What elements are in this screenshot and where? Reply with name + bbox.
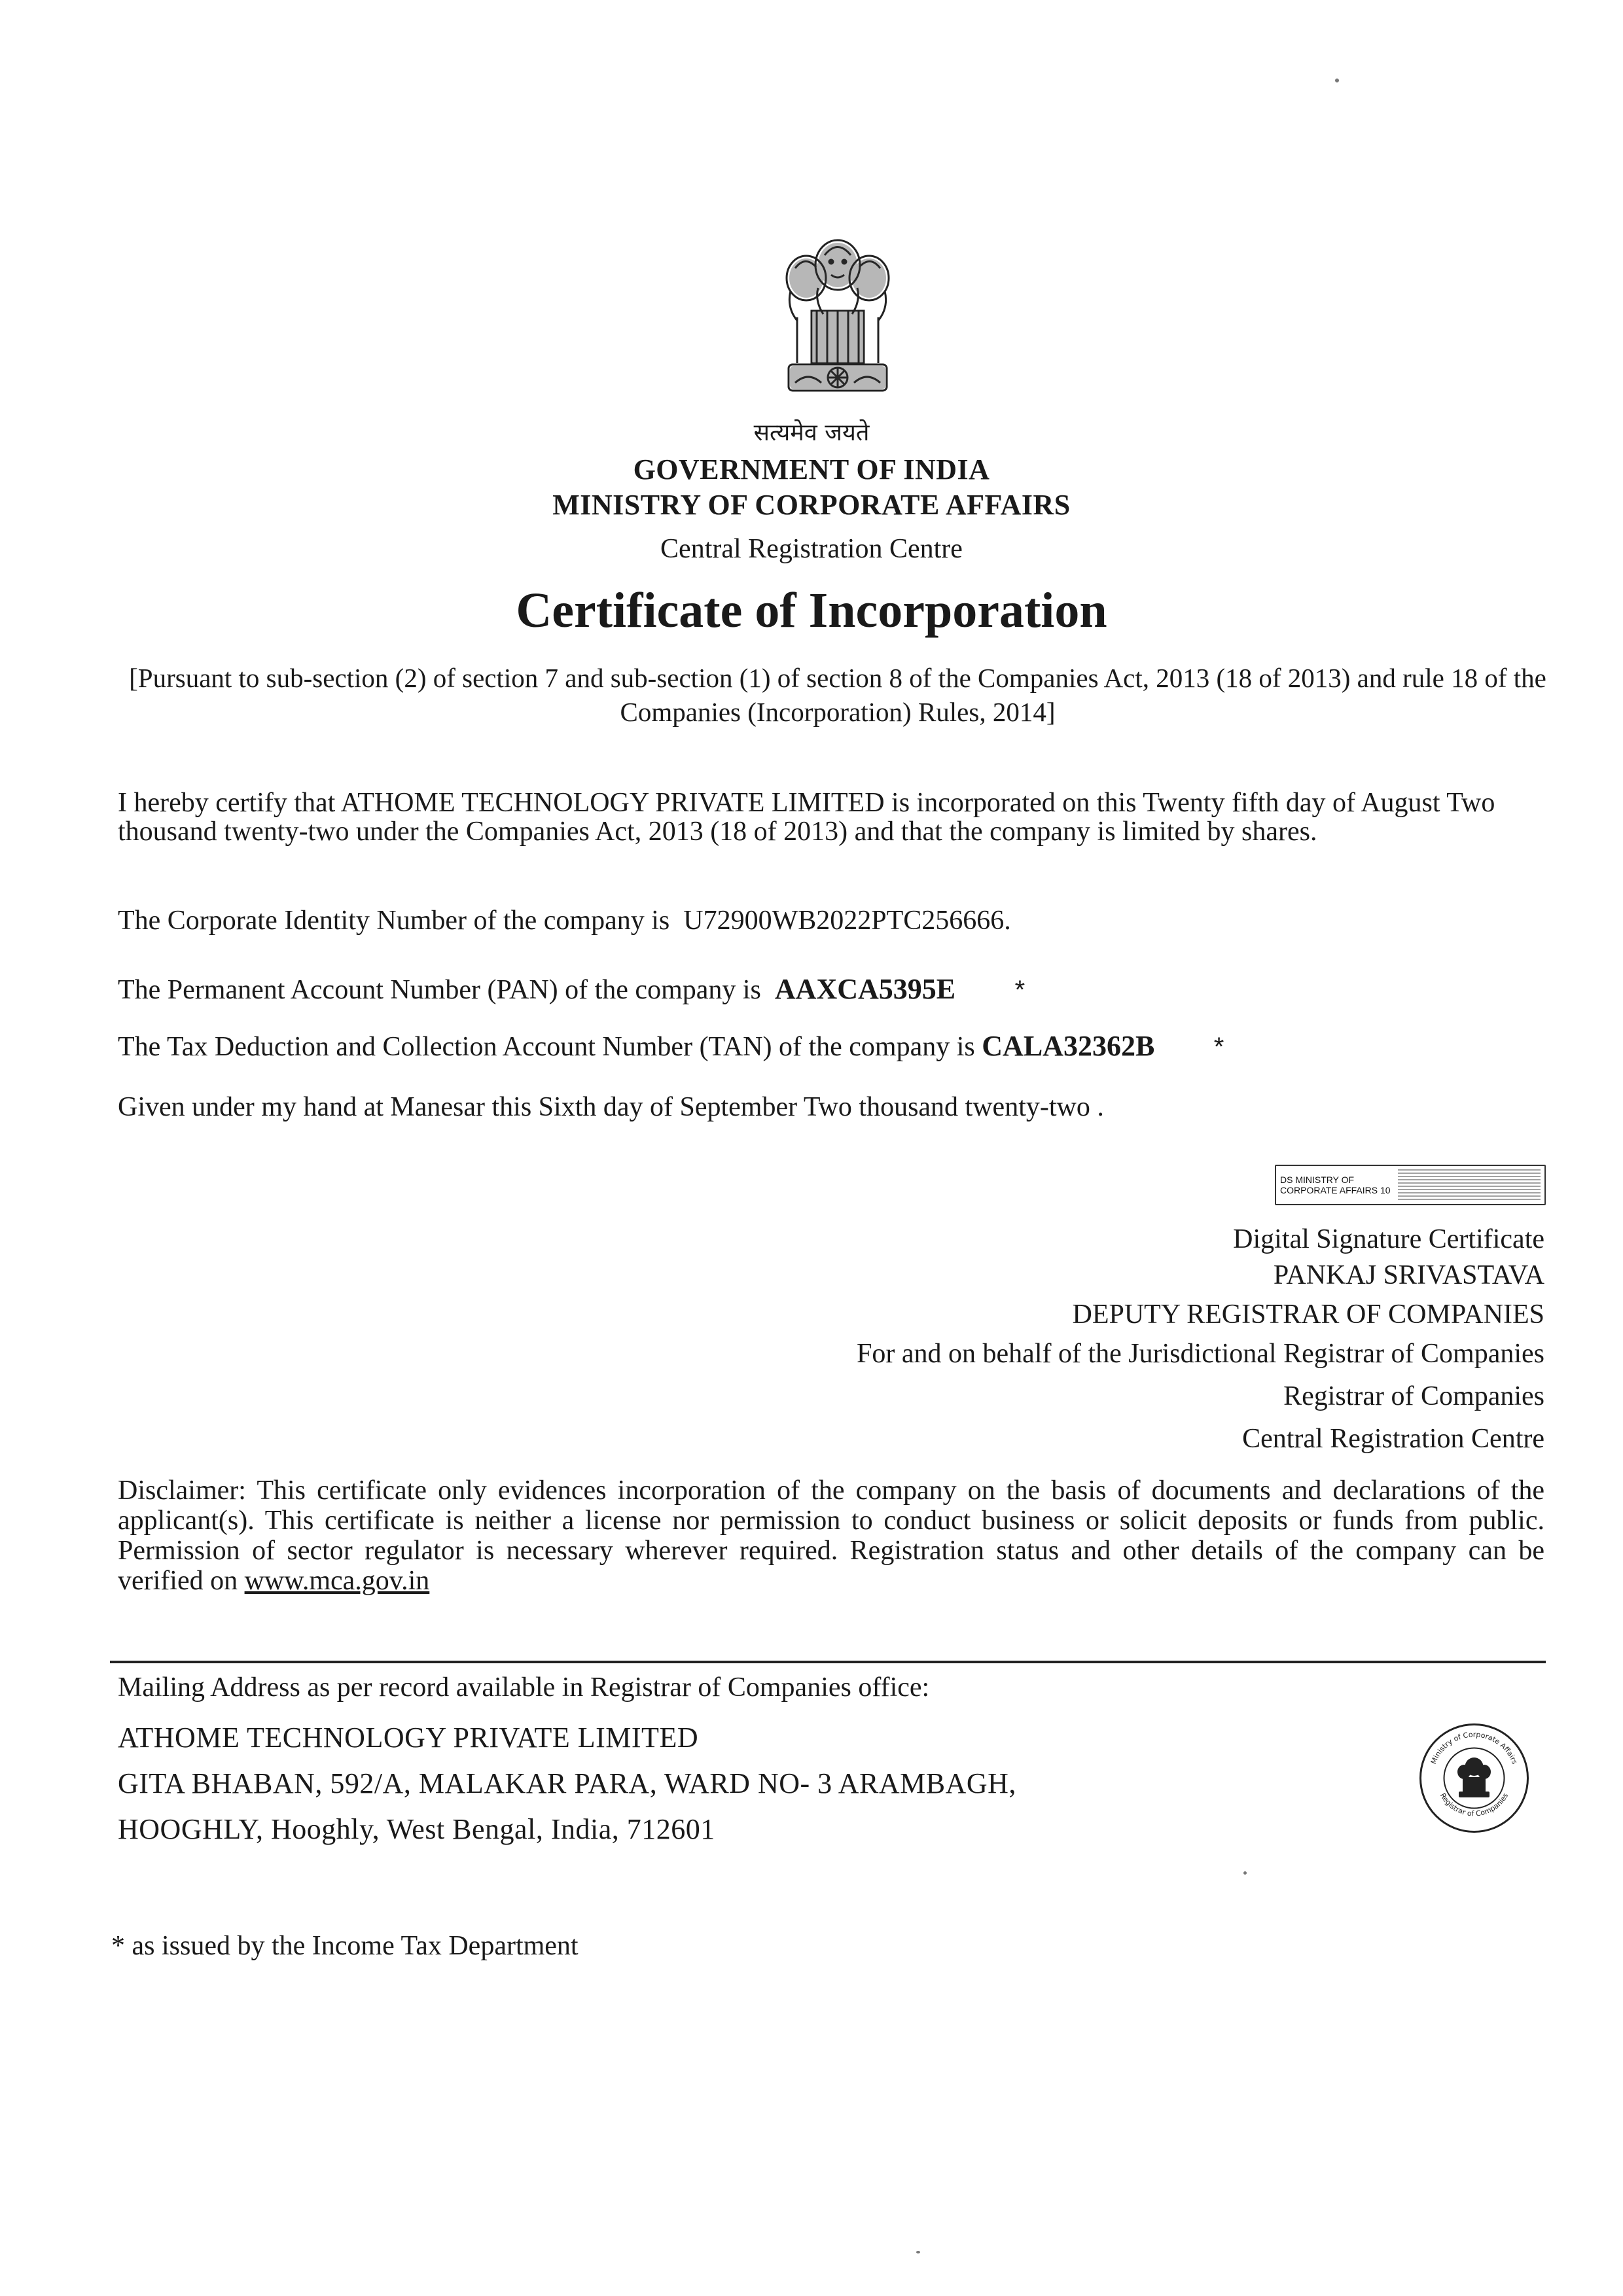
government-heading: GOVERNMENT OF INDIA	[633, 453, 990, 486]
national-motto: सत्यमेव जयते	[753, 419, 870, 446]
signature-certificate-label: Digital Signature Certificate	[1233, 1224, 1544, 1254]
pan-line	[118, 975, 1544, 1004]
tan-label: The Tax Deduction and Collection Account Number (TAN) of the company is	[118, 1032, 975, 1062]
disclaimer	[118, 1475, 1544, 1596]
cin-label: The Corporate Identity Number of the company is	[118, 906, 670, 936]
scan-speck	[916, 2251, 920, 2253]
registrar-seal-icon	[1417, 1721, 1531, 1835]
tan-value: CALA32362B	[982, 1030, 1155, 1062]
page-title: Certificate of Incorporation	[516, 583, 1107, 638]
cin-line	[118, 906, 1544, 935]
disclaimer-text: Disclaimer: This certificate only evidences incorporation of the company on the basis of documents and declarations of the applicant(s). This certificate is neither a license nor permission to conduct business or solicit deposits or funds from public. Permission of sector regulator is necessary wherever required. Registration status and other details of the company can be verified on	[118, 1475, 1544, 1596]
pan-asterisk: *	[1014, 976, 1026, 1004]
given-under-hand: Given under my hand at Manesar this Sixth day of September Two thousand twenty-two .	[118, 1092, 1104, 1122]
registration-centre: Central Registration Centre	[660, 534, 963, 564]
divider	[110, 1661, 1546, 1663]
signatory-centre: Central Registration Centre	[1242, 1424, 1544, 1454]
mca-link[interactable]: www.mca.gov.in	[244, 1566, 430, 1596]
mailing-heading: Mailing Address as per record available in Registrar of Companies office:	[118, 1672, 930, 1703]
signature-stamp-text: DS MINISTRY OF CORPORATE AFFAIRS 10	[1280, 1174, 1391, 1195]
seal-top-text: Ministry of Corporate Affairs	[1429, 1730, 1520, 1765]
signatory-behalf: For and on behalf of the Jurisdictional Registrar of Companies	[857, 1339, 1544, 1369]
mailing-line-3: HOOGHLY, Hooghly, West Bengal, India, 712601	[118, 1813, 715, 1845]
national-emblem-icon	[772, 226, 903, 422]
signatory-name: PANKAJ SRIVASTAVA	[1273, 1260, 1544, 1290]
scan-speck	[1243, 1871, 1247, 1875]
seal-bottom-text: Registrar of Companies	[1438, 1792, 1510, 1818]
tan-asterisk: *	[1213, 1033, 1224, 1061]
tan-line	[118, 1032, 1544, 1061]
footnote: * as issued by the Income Tax Department	[111, 1931, 579, 1961]
mailing-line-2: GITA BHABAN, 592/A, MALAKAR PARA, WARD NO- 3 ARAMBAGH,	[118, 1767, 1016, 1799]
signatory-registrar: Registrar of Companies	[1283, 1381, 1544, 1411]
signatory-designation: DEPUTY REGISTRAR OF COMPANIES	[1072, 1299, 1544, 1330]
scan-speck	[1335, 79, 1339, 82]
cin-value: U72900WB2022PTC256666.	[683, 906, 1011, 936]
signature-stamp-lines	[1398, 1169, 1541, 1201]
digital-signature-stamp	[1275, 1165, 1546, 1205]
pan-value: AAXCA5395E	[774, 973, 956, 1005]
mailing-line-1: ATHOME TECHNOLOGY PRIVATE LIMITED	[118, 1722, 699, 1754]
pursuant-clause: [Pursuant to sub-section (2) of section 7 and sub-section (1) of section 8 of the Companies Act, 2013 (18 of 2013) and rule 18 of the Companies (Incorporation) Rules, 2014]	[129, 663, 1546, 727]
pan-label: The Permanent Account Number (PAN) of the company is	[118, 975, 761, 1005]
certify-paragraph: I hereby certify that ATHOME TECHNOLOGY PRIVATE LIMITED is incorporated on this Twenty fifth day of August Two thousand twenty-two under the Companies Act, 2013 (18 of 2013) and that the company is limited by shares.	[118, 788, 1495, 847]
ministry-heading: MINISTRY OF CORPORATE AFFAIRS	[552, 489, 1071, 521]
